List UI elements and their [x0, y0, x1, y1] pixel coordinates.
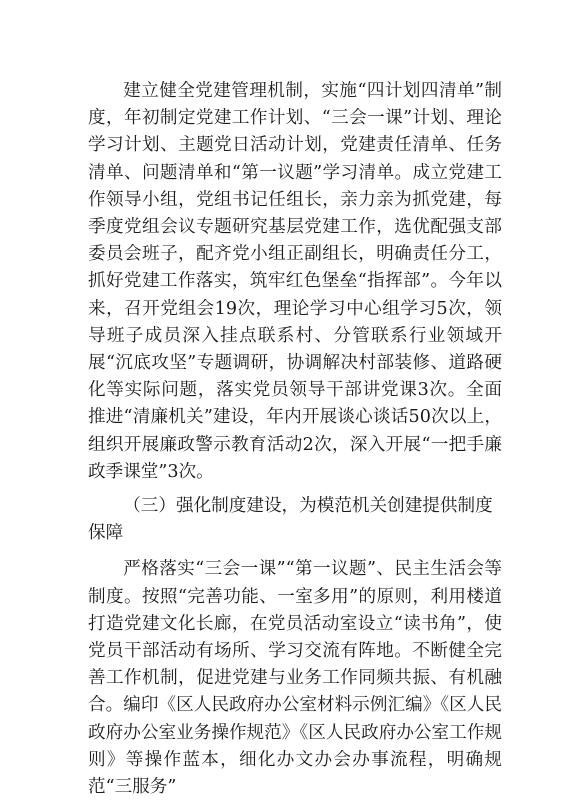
body-paragraph: 建立健全党建管理机制，实施“四计划四清单”制度，年初制定党建工作计划、“三会一课”计划、理论学习计划、主题党日活动计划，党建责任清单、任务清单、问题清单和“第一议题”学习清单。成立党建工作领导小组，党组书记任组长，亲力亲为抓党建，每季度党组会议专题研究基层党建工作，选优配强支部委员会班子，配齐党小组正副组长，明确责任分工，抓好党建工作落实，筑牢红色堡垒“指挥部”。今年以来，召开党组会19次，理论学习中心组学习5次，领导班子成员深入挂点联系村、分管联系行业领域开展“沉底攻坚”专题调研，协调解决村部装修、道路硬化等实际问题，落实党员领导干部讲党课3次。全面推进“清廉机关”建设，年内开展谈心谈话50次以上，组织开展廉政警示教育活动2次，深入开展“一把手廉政季课堂”3次。 [88, 81, 502, 482]
body-paragraph: 严格落实“三会一课”“第一议题”、民主生活会等制度。按照“完善功能、一室多用”的原则，利用楼道打造党建文化长廊，在党员活动室设立“读书角”，使党员干部活动有场所、学习交流有阵地。不断健全完善工作机制，促进党建与业务工作同频共振、有机融合。编印《区人民政府办公室材料示例汇编》《区人民政府办公室业务操作规范》《区人民政府办公室工作规则》等操作蓝本，细化办文办会办事流程，明确规范“三服务” [88, 559, 502, 798]
document-page [88, 78, 502, 801]
section-heading: （三）强化制度建设，为模范机关创建提供制度保障 [88, 496, 493, 544]
